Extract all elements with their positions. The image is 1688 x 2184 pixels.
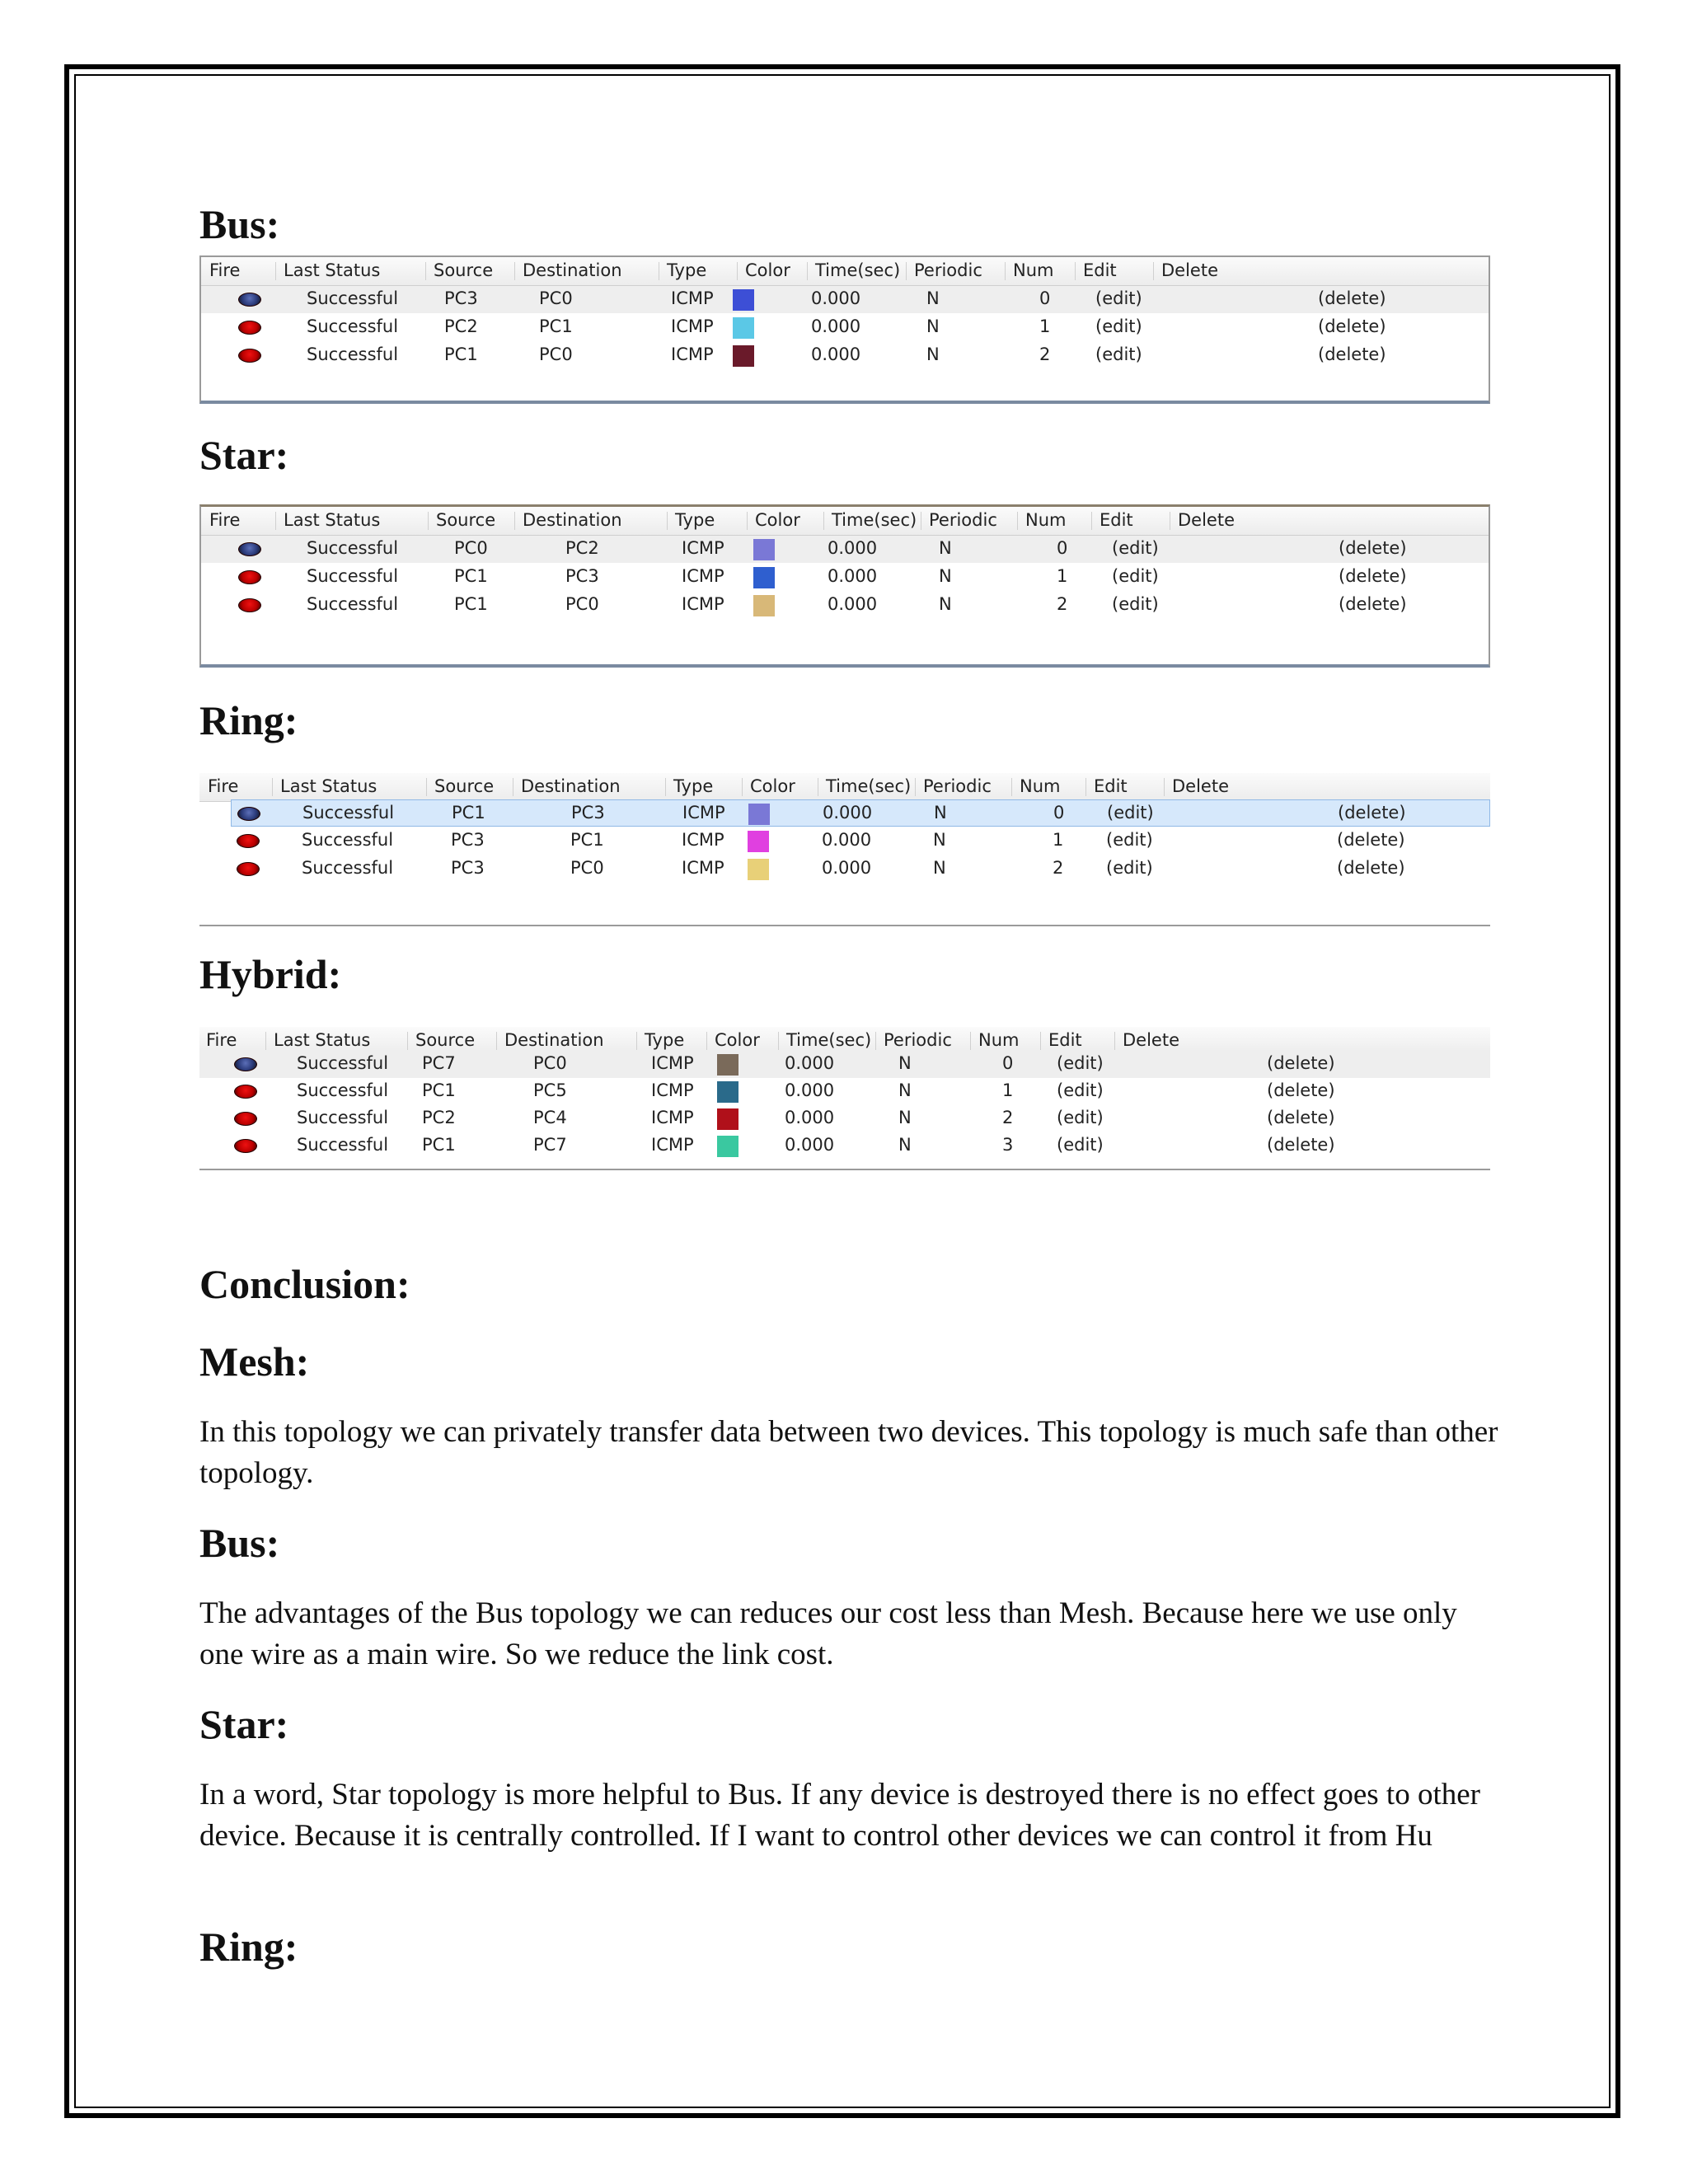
- column-separator: [1085, 778, 1086, 796]
- status-cell: Successful: [307, 344, 399, 364]
- type-cell: ICMP: [682, 830, 724, 850]
- edit-link[interactable]: (edit): [1095, 344, 1142, 364]
- time-cell: 0.000: [811, 316, 861, 336]
- periodic-cell: N: [934, 803, 947, 823]
- fire-indicator-icon[interactable]: [238, 598, 261, 612]
- time-cell: 0.000: [828, 594, 878, 614]
- column-header-edit[interactable]: Edit: [1100, 510, 1133, 530]
- num-cell: 2: [1039, 344, 1051, 364]
- column-separator: [496, 1032, 497, 1050]
- color-swatch: [733, 289, 754, 311]
- fire-indicator-icon[interactable]: [238, 349, 261, 363]
- column-header-color[interactable]: Color: [755, 510, 800, 530]
- edit-link[interactable]: (edit): [1057, 1080, 1104, 1100]
- column-header-delete[interactable]: Delete: [1178, 510, 1235, 530]
- column-header-fire[interactable]: Fire: [209, 260, 241, 280]
- column-header-delete[interactable]: Delete: [1123, 1030, 1179, 1050]
- time-cell: 0.000: [822, 830, 872, 850]
- pdu-row[interactable]: [199, 1051, 1490, 1078]
- color-swatch: [748, 831, 769, 852]
- star-heading: Star:: [199, 432, 289, 478]
- color-swatch: [748, 804, 770, 825]
- column-separator: [970, 1032, 971, 1050]
- status-cell: Successful: [297, 1053, 389, 1073]
- edit-link[interactable]: (edit): [1112, 566, 1159, 586]
- pdu-row[interactable]: [201, 286, 1489, 313]
- pdu-row[interactable]: [199, 855, 1490, 883]
- type-cell: ICMP: [671, 288, 714, 308]
- pdu-row[interactable]: [199, 827, 1490, 855]
- status-cell: Successful: [302, 858, 394, 878]
- status-cell: Successful: [307, 594, 399, 614]
- source-cell: PC3: [451, 830, 485, 850]
- column-header-source[interactable]: Source: [434, 260, 494, 280]
- column-header-num[interactable]: Num: [1025, 510, 1067, 530]
- num-cell: 1: [1039, 316, 1051, 336]
- num-cell: 0: [1039, 288, 1051, 308]
- column-header-last-status[interactable]: Last Status: [284, 260, 381, 280]
- type-cell: ICMP: [671, 316, 714, 336]
- color-swatch: [717, 1136, 738, 1157]
- periodic-cell: N: [939, 594, 952, 614]
- column-separator: [272, 778, 273, 796]
- type-cell: ICMP: [671, 344, 714, 364]
- status-cell: Successful: [297, 1135, 389, 1155]
- num-cell: 2: [1053, 858, 1064, 878]
- column-header-source[interactable]: Source: [415, 1030, 476, 1050]
- time-cell: 0.000: [785, 1053, 835, 1073]
- column-separator: [1114, 1032, 1115, 1050]
- conclusion-mesh-heading: Mesh:: [199, 1338, 310, 1385]
- delete-link[interactable]: (delete): [1318, 316, 1386, 336]
- column-header-type[interactable]: Type: [673, 776, 714, 796]
- column-separator: [906, 262, 907, 280]
- time-cell: 0.000: [785, 1135, 835, 1155]
- column-header-periodic[interactable]: Periodic: [914, 260, 982, 280]
- column-header-fire[interactable]: Fire: [208, 776, 239, 796]
- column-header-destination[interactable]: Destination: [504, 1030, 604, 1050]
- color-swatch: [748, 859, 769, 880]
- pdu-row[interactable]: [199, 1105, 1490, 1132]
- column-header-destination[interactable]: Destination: [523, 260, 622, 280]
- conclusion-star-heading: Star:: [199, 1701, 289, 1747]
- num-cell: 3: [1002, 1135, 1014, 1155]
- fire-indicator-icon[interactable]: [234, 1139, 257, 1153]
- column-separator: [667, 512, 668, 530]
- edit-link[interactable]: (edit): [1106, 830, 1153, 850]
- column-header-fire[interactable]: Fire: [209, 510, 241, 530]
- column-header-edit[interactable]: Edit: [1083, 260, 1117, 280]
- pdu-row[interactable]: [201, 342, 1489, 369]
- delete-link[interactable]: (delete): [1338, 803, 1406, 823]
- bus-heading: Bus:: [199, 201, 280, 247]
- periodic-cell: N: [933, 858, 946, 878]
- source-cell: PC2: [422, 1108, 456, 1127]
- status-cell: Successful: [307, 566, 399, 586]
- column-header-delete[interactable]: Delete: [1161, 260, 1218, 280]
- destination-cell: PC0: [539, 288, 573, 308]
- fire-indicator-icon[interactable]: [237, 862, 260, 876]
- num-cell: 1: [1053, 830, 1064, 850]
- column-separator: [428, 512, 429, 530]
- time-cell: 0.000: [785, 1080, 835, 1100]
- column-header-source[interactable]: Source: [436, 510, 496, 530]
- pdu-row[interactable]: [201, 536, 1489, 563]
- conclusion-mesh-text: In this topology we can privately transfer data between two devices. This topology is much safe than other topology.: [199, 1415, 1498, 1490]
- edit-link[interactable]: (edit): [1095, 288, 1142, 308]
- delete-link[interactable]: (delete): [1337, 858, 1405, 878]
- column-header-last-status[interactable]: Last Status: [284, 510, 381, 530]
- fire-indicator-icon[interactable]: [238, 570, 261, 584]
- source-cell: PC1: [444, 344, 478, 364]
- time-cell: 0.000: [828, 538, 878, 558]
- destination-cell: PC2: [565, 538, 599, 558]
- column-separator: [807, 262, 808, 280]
- destination-cell: PC4: [533, 1108, 567, 1127]
- type-cell: ICMP: [651, 1108, 694, 1127]
- time-cell: 0.000: [785, 1108, 835, 1127]
- delete-link[interactable]: (delete): [1339, 566, 1407, 586]
- hybrid-pdu-table: [199, 1027, 1490, 1170]
- column-header-type[interactable]: Type: [675, 510, 715, 530]
- column-header-periodic[interactable]: Periodic: [923, 776, 992, 796]
- fire-indicator-icon[interactable]: [234, 1085, 257, 1099]
- column-separator: [407, 1032, 408, 1050]
- type-cell: ICMP: [682, 803, 725, 823]
- destination-cell: PC3: [565, 566, 599, 586]
- num-cell: 2: [1002, 1108, 1014, 1127]
- edit-link[interactable]: (edit): [1095, 316, 1142, 336]
- column-separator: [1011, 778, 1012, 796]
- pdu-row[interactable]: [231, 799, 1490, 827]
- column-separator: [636, 1032, 637, 1050]
- column-header-edit[interactable]: Edit: [1048, 1030, 1082, 1050]
- status-cell: Successful: [302, 803, 395, 823]
- pdu-row[interactable]: [199, 1132, 1490, 1160]
- type-cell: ICMP: [651, 1135, 694, 1155]
- column-separator: [1005, 262, 1006, 280]
- color-swatch: [753, 539, 775, 560]
- column-separator: [514, 512, 515, 530]
- delete-link[interactable]: (delete): [1267, 1080, 1335, 1100]
- num-cell: 1: [1057, 566, 1068, 586]
- time-cell: 0.000: [823, 803, 873, 823]
- source-cell: PC2: [444, 316, 478, 336]
- column-header-time[interactable]: Time(sec): [786, 1030, 872, 1050]
- source-cell: PC1: [452, 803, 485, 823]
- source-cell: PC3: [444, 288, 478, 308]
- pdu-row[interactable]: [201, 314, 1489, 341]
- column-header-num[interactable]: Num: [978, 1030, 1020, 1050]
- column-separator: [778, 1032, 779, 1050]
- column-header-num[interactable]: Num: [1020, 776, 1061, 796]
- periodic-cell: N: [898, 1053, 912, 1073]
- num-cell: 0: [1002, 1053, 1014, 1073]
- fire-indicator-icon[interactable]: [237, 807, 260, 821]
- column-header-type[interactable]: Type: [645, 1030, 685, 1050]
- source-cell: PC0: [454, 538, 488, 558]
- periodic-cell: N: [898, 1080, 912, 1100]
- column-separator: [426, 778, 427, 796]
- periodic-cell: N: [939, 566, 952, 586]
- delete-link[interactable]: (delete): [1339, 538, 1407, 558]
- column-header-destination[interactable]: Destination: [521, 776, 621, 796]
- edit-link[interactable]: (edit): [1057, 1135, 1104, 1155]
- color-swatch: [733, 345, 754, 367]
- ring-heading: Ring:: [199, 697, 298, 743]
- source-cell: PC3: [451, 858, 485, 878]
- delete-link[interactable]: (delete): [1318, 288, 1386, 308]
- column-separator: [275, 512, 276, 530]
- delete-link[interactable]: (delete): [1267, 1108, 1335, 1127]
- status-cell: Successful: [297, 1108, 389, 1127]
- column-header-periodic[interactable]: Periodic: [929, 510, 997, 530]
- pdu-row[interactable]: [201, 592, 1489, 619]
- edit-link[interactable]: (edit): [1107, 803, 1154, 823]
- color-swatch: [753, 595, 775, 616]
- column-header-color[interactable]: Color: [715, 1030, 760, 1050]
- fire-indicator-icon[interactable]: [234, 1057, 257, 1071]
- destination-cell: PC1: [570, 830, 604, 850]
- column-header-last-status[interactable]: Last Status: [280, 776, 377, 796]
- conclusion-ring-heading: Ring:: [199, 1924, 298, 1970]
- column-separator: [1164, 778, 1165, 796]
- bus-pdu-table: [199, 255, 1490, 404]
- column-separator: [1091, 512, 1092, 530]
- time-cell: 0.000: [811, 288, 861, 308]
- type-cell: ICMP: [682, 566, 724, 586]
- conclusion-bus-text: The advantages of the Bus topology we can reduces our cost less than Mesh. Because here we use only one wire as a main wire. So we reduce the link cost.: [199, 1596, 1457, 1671]
- status-cell: Successful: [307, 288, 399, 308]
- column-header-time[interactable]: Time(sec): [832, 510, 917, 530]
- destination-cell: PC0: [533, 1053, 567, 1073]
- periodic-cell: N: [898, 1135, 912, 1155]
- column-separator: [1075, 262, 1076, 280]
- fire-indicator-icon[interactable]: [234, 1112, 257, 1126]
- delete-link[interactable]: (delete): [1339, 594, 1407, 614]
- column-header-source[interactable]: Source: [434, 776, 495, 796]
- destination-cell: PC1: [539, 316, 573, 336]
- edit-link[interactable]: (edit): [1112, 594, 1159, 614]
- color-swatch: [733, 317, 754, 339]
- conclusion-heading: Conclusion:: [199, 1261, 410, 1307]
- column-header-last-status[interactable]: Last Status: [274, 1030, 371, 1050]
- column-separator: [1017, 512, 1018, 530]
- type-cell: ICMP: [682, 538, 724, 558]
- edit-link[interactable]: (edit): [1057, 1053, 1104, 1073]
- status-cell: Successful: [297, 1080, 389, 1100]
- source-cell: PC1: [454, 566, 488, 586]
- periodic-cell: N: [898, 1108, 912, 1127]
- type-cell: ICMP: [682, 594, 724, 614]
- ring-pdu-table: [199, 773, 1490, 926]
- color-swatch: [717, 1108, 738, 1130]
- column-separator: [737, 262, 738, 280]
- conclusion-bus-heading: Bus:: [199, 1520, 280, 1566]
- source-cell: PC7: [422, 1053, 456, 1073]
- color-swatch: [717, 1054, 738, 1076]
- status-cell: Successful: [307, 316, 399, 336]
- color-swatch: [717, 1081, 738, 1103]
- num-cell: 2: [1057, 594, 1068, 614]
- column-separator: [706, 1032, 707, 1050]
- ring-table-header: [199, 773, 1490, 802]
- destination-cell: PC7: [533, 1135, 567, 1155]
- source-cell: PC1: [422, 1080, 456, 1100]
- column-separator: [742, 778, 743, 796]
- num-cell: 0: [1053, 803, 1065, 823]
- column-header-time[interactable]: Time(sec): [826, 776, 912, 796]
- column-separator: [514, 262, 515, 280]
- source-cell: PC1: [422, 1135, 456, 1155]
- column-separator: [275, 262, 276, 280]
- status-cell: Successful: [302, 830, 394, 850]
- pdu-row[interactable]: [201, 564, 1489, 591]
- fire-indicator-icon[interactable]: [237, 834, 260, 848]
- delete-link[interactable]: (delete): [1267, 1135, 1335, 1155]
- periodic-cell: N: [926, 344, 940, 364]
- periodic-cell: N: [939, 538, 952, 558]
- hybrid-heading: Hybrid:: [199, 951, 342, 997]
- column-header-color[interactable]: Color: [750, 776, 795, 796]
- column-header-destination[interactable]: Destination: [523, 510, 622, 530]
- destination-cell: PC5: [533, 1080, 567, 1100]
- fire-indicator-icon[interactable]: [238, 293, 261, 307]
- column-header-time[interactable]: Time(sec): [815, 260, 901, 280]
- column-separator: [425, 262, 426, 280]
- column-header-periodic[interactable]: Periodic: [884, 1030, 952, 1050]
- destination-cell: PC3: [571, 803, 605, 823]
- type-cell: ICMP: [651, 1053, 694, 1073]
- column-separator: [915, 778, 916, 796]
- num-cell: 0: [1057, 538, 1068, 558]
- periodic-cell: N: [926, 316, 940, 336]
- status-cell: Successful: [307, 538, 399, 558]
- column-separator: [265, 1032, 266, 1050]
- delete-link[interactable]: (delete): [1318, 344, 1386, 364]
- edit-link[interactable]: (edit): [1057, 1108, 1104, 1127]
- pdu-row[interactable]: [199, 1078, 1490, 1105]
- num-cell: 1: [1002, 1080, 1014, 1100]
- column-separator: [1153, 262, 1154, 280]
- column-header-color[interactable]: Color: [745, 260, 790, 280]
- column-separator: [875, 1032, 876, 1050]
- edit-link[interactable]: (edit): [1112, 538, 1159, 558]
- column-header-type[interactable]: Type: [667, 260, 707, 280]
- time-cell: 0.000: [811, 344, 861, 364]
- delete-link[interactable]: (delete): [1267, 1053, 1335, 1073]
- edit-link[interactable]: (edit): [1106, 858, 1153, 878]
- column-header-fire[interactable]: Fire: [206, 1030, 237, 1050]
- destination-cell: PC0: [570, 858, 604, 878]
- destination-cell: PC0: [539, 344, 573, 364]
- column-separator: [747, 512, 748, 530]
- time-cell: 0.000: [828, 566, 878, 586]
- source-cell: PC1: [454, 594, 488, 614]
- column-separator: [823, 512, 824, 530]
- type-cell: ICMP: [682, 858, 724, 878]
- bus-table-header: [201, 257, 1489, 286]
- column-header-delete[interactable]: Delete: [1172, 776, 1229, 796]
- star-table-header: [201, 507, 1489, 536]
- conclusion-star-text: In a word, Star topology is more helpful to Bus. If any device is destroyed there is no effect goes to other device. Because it is centrally controlled. If I want to control other devices we can control it from Hu: [199, 1778, 1480, 1853]
- color-swatch: [753, 567, 775, 588]
- time-cell: 0.000: [822, 858, 872, 878]
- type-cell: ICMP: [651, 1080, 694, 1100]
- column-header-num[interactable]: Num: [1013, 260, 1054, 280]
- star-pdu-table: [199, 504, 1490, 668]
- column-separator: [1040, 1032, 1041, 1050]
- fire-indicator-icon[interactable]: [238, 321, 261, 335]
- periodic-cell: N: [933, 830, 946, 850]
- delete-link[interactable]: (delete): [1337, 830, 1405, 850]
- destination-cell: PC0: [565, 594, 599, 614]
- fire-indicator-icon[interactable]: [238, 542, 261, 556]
- column-header-edit[interactable]: Edit: [1094, 776, 1128, 796]
- periodic-cell: N: [926, 288, 940, 308]
- column-separator: [665, 778, 666, 796]
